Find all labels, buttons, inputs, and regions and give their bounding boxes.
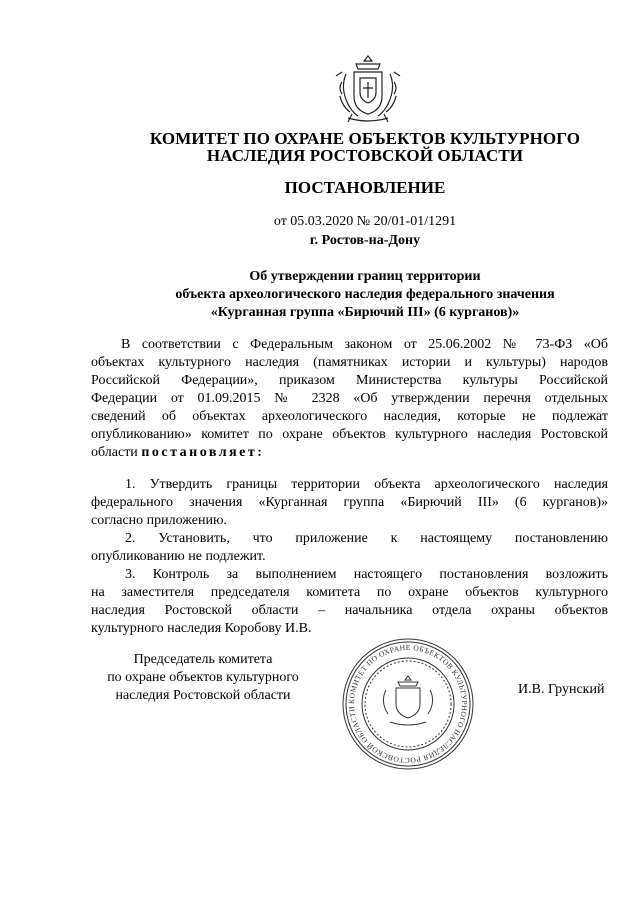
document-type: ПОСТАНОВЛЕНИЕ: [284, 178, 446, 197]
subject-line: «Курганная группа «Бирючий III» (6 курганов)»: [210, 305, 520, 320]
item-line: культурного наследия Коробову И.В.: [91, 621, 312, 636]
org-title-line: КОМИТЕТ ПО ОХРАНЕ ОБЪЕКТОВ КУЛЬТУРНОГО: [149, 129, 581, 148]
signatory-title-line: по охране объектов культурного: [107, 670, 299, 685]
coat-of-arms-icon: [334, 52, 402, 124]
subject-line: объекта археологического наследия федерального значения: [175, 287, 555, 302]
item-line: 2. Установить, что приложение к настоящему постановлению: [125, 531, 608, 546]
seal-text: КОМИТЕТ ПО ОХРАНЕ ОБЪЕКТОВ КУЛЬТУРНОГО НАСЛЕДИЯ РОСТОВСКОЙ ОБЛАСТИ: [346, 642, 470, 766]
item-line: согласно приложению.: [91, 513, 227, 528]
city: г. Ростов-на-Дону: [309, 233, 421, 248]
organization-title: [110, 130, 620, 164]
subject-line: Об утверждении границ территории: [249, 269, 481, 284]
item-line: на заместителя председателя комитета по охране объектов культурного: [91, 585, 608, 600]
item-line: 3. Контроль за выполнением настоящего постановления возложить: [125, 567, 608, 582]
document-subject: [110, 268, 620, 322]
signatory-name: И.В. Грунский: [518, 682, 605, 697]
signatory-title: [90, 651, 316, 705]
signatory-title-line: Председатель комитета: [133, 652, 273, 667]
body-line-decree: [91, 444, 608, 462]
body-line: опубликованию» комитет по охране объектов культурного наследия Ростовской: [91, 427, 608, 442]
body-text: области: [91, 445, 138, 460]
body-line: Российской Федерации», приказом Министерства культуры Российской: [91, 373, 608, 388]
date-number: от 05.03.2020 № 20/01-01/1291: [273, 214, 457, 229]
org-title-line: НАСЛЕДИЯ РОСТОВСКОЙ ОБЛАСТИ: [206, 146, 524, 165]
item-line: опубликованию не подлежит.: [91, 549, 266, 564]
body-line: сведений об объектах археологического наследия, которые не подлежат: [91, 409, 608, 424]
item-line: федерального значения «Курганная группа «Бирючий III» (6 курганов)»: [91, 495, 608, 510]
signatory-title-line: наследия Ростовской области: [115, 688, 291, 703]
official-seal-icon: [340, 636, 476, 772]
body-line: В соответствии с Федеральным законом от 25.06.2002 № 73-ФЗ «Об: [121, 337, 608, 352]
body-line: объектах культурного наследия (памятниках истории и культуры) народов: [91, 355, 608, 370]
decree-word: постановляет:: [141, 445, 265, 460]
body-line: Федерации от 01.09.2015 № 2328 «Об утверждении перечня отдельных: [91, 391, 608, 406]
item-line: 1. Утвердить границы территории объекта археологического наследия: [125, 477, 608, 492]
item-line: наследия Ростовской области – начальника отдела охраны объектов: [91, 603, 608, 618]
